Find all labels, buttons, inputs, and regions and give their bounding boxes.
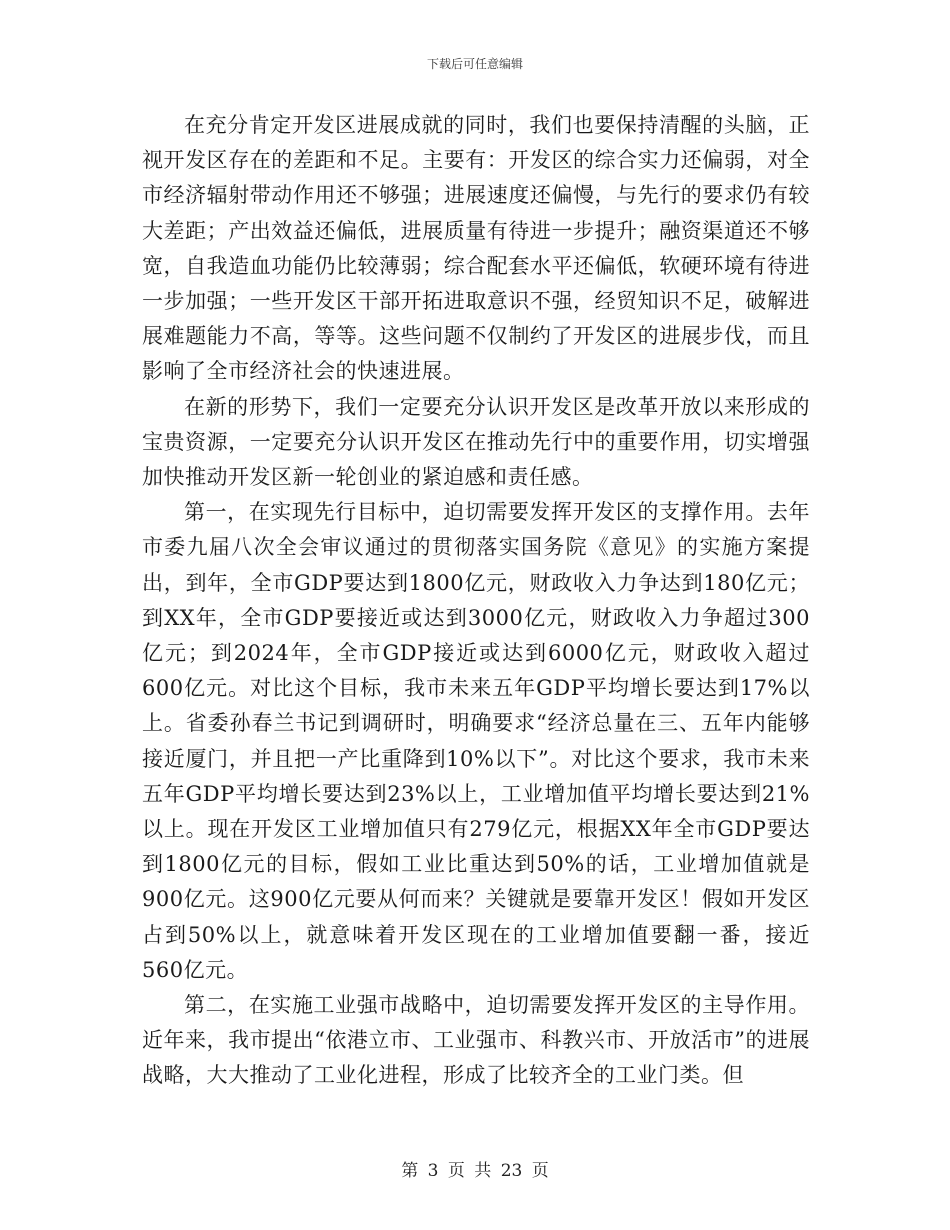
page-header-note: 下载后可任意编辑 [426,57,523,71]
paragraph-first-point: 第一，在实现先行目标中，迫切需要发挥开发区的支撑作用。去年市委九届八次全会审议通过的贯彻落实国务院《意见》的实施方案提出，到年，全市GDP要达到1800亿元，财政收入力争达到180亿元；到XX年，全市GDP要接近或达到3000亿元，财政收入力争超过300亿元；到2024年，全市GDP接近或达到6000亿元，财政收入超过600亿元。对比这个目标，我市未来五年GDP平均增长要达到17%以上。省委孙春兰书记到调研时，明确要求“经济总量在三、五年内能够接近厦门，并且把一产比重降到10%以下”。对比这个要求，我市未来五年GDP平均增长要达到23%以上，工业增加值平均增长要达到21%以上。现在开发区工业增加值只有279亿元，根据XX年全市GDP要达到1800亿元的目标，假如工业比重达到50%的话，工业增加值就是900亿元。这900亿元要从何而来？关键就是要靠开发区！假如开发区占到50%以上，就意味着开发区现在的工业增加值要翻一番，接近560亿元。 [142,500,810,982]
paragraph-new-situation: 在新的形势下，我们一定要充分认识开发区是改革开放以来形成的宝贵资源，一定要充分认识开发区在推动先行中的重要作用，切实增强加快推动开发区新一轮创业的紧迫感和责任感。 [142,394,810,490]
paragraph-second-point: 第二，在实施工业强市战略中，迫切需要发挥开发区的主导作用。近年来，我市提出“依港立市、工业强市、科教兴市、开放活市”的进展战略，大大推动了工业化进程，形成了比较齐全的工业门类。但 [142,993,810,1088]
paragraph-shortcomings: 在充分肯定开发区进展成就的同时，我们也要保持清醒的头脑，正视开发区存在的差距和不足。主要有：开发区的综合实力还偏弱，对全市经济辐射带动作用还不够强；进展速度还偏慢，与先行的要求仍有较大差距；产出效益还偏低，进展质量有待进一步提升；融资渠道还不够宽，自我造血功能仍比较薄弱；综合配套水平还偏低，软硬环境有待进一步加强；一些开发区干部开拓进取意识不强，经贸知识不足，破解进展难题能力不高，等等。这些问题不仅制约了开发区的进展步伐，而且影响了全市经济社会的快速进展。 [142,113,810,384]
document-body [142,108,810,1094]
page-number-footer: 第 3 页 共 23 页 [401,1161,549,1181]
